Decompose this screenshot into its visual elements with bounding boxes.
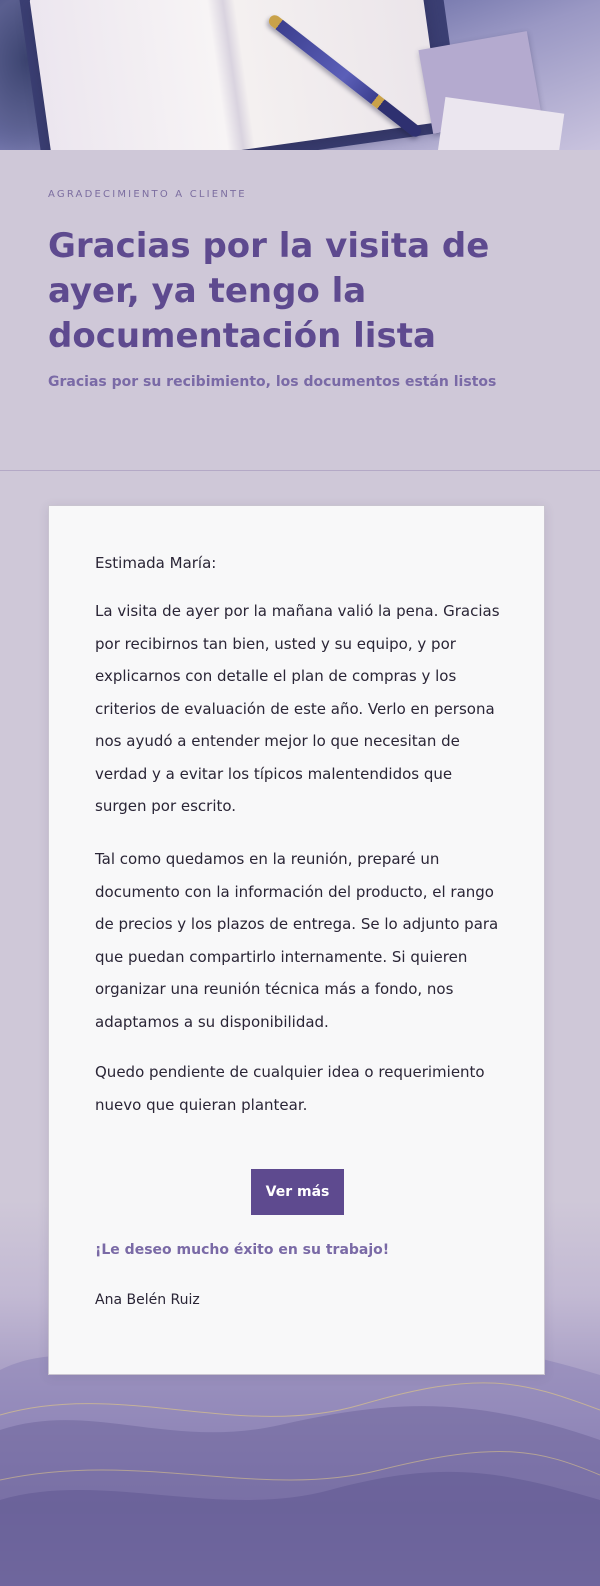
notebook-pages [29, 0, 440, 150]
eyebrow-label: AGRADECIMIENTO A CLIENTE [48, 189, 247, 200]
letter-paragraph: Quedo pendiente de cualquier idea o requerimiento nuevo que quieran plantear. [95, 1063, 485, 1114]
letter-paragraph: La visita de ayer por la mañana valió la pena. Gracias por recibirnos tan bien, usted y su equipo, y por explicarnos con detalle el plan de compras y los criterios de evaluación de este año. Verlo en persona nos ayudó a entender mejor lo que necesitan de verdad y a evitar los típicos malentendidos que surgen por escrito. [95, 602, 500, 815]
hero-image [0, 0, 600, 150]
page-title: Gracias por la visita de ayer, ya tengo la documentación lista [48, 226, 490, 356]
paper-sheet [436, 97, 565, 150]
page-subtitle: Gracias por su recibimiento, los documentos están listos [48, 374, 497, 390]
closing-wish: ¡Le deseo mucho éxito en su trabajo! [95, 1242, 390, 1258]
letter-paragraph: Tal como quedamos en la reunión, preparé un documento con la información del producto, el rango de precios y los plazos de entrega. Se lo adjunto para que puedan compartirlo internamente. Si quieren organizar una reunión técnica más a fondo, nos adaptamos a su disponibilidad. [95, 850, 499, 1031]
letter-greeting: Estimada María: [95, 554, 217, 572]
letter-card [48, 505, 545, 1375]
ver-mas-button[interactable]: Ver más [251, 1169, 344, 1215]
signature: Ana Belén Ruiz [95, 1292, 200, 1308]
header-divider [0, 470, 600, 471]
